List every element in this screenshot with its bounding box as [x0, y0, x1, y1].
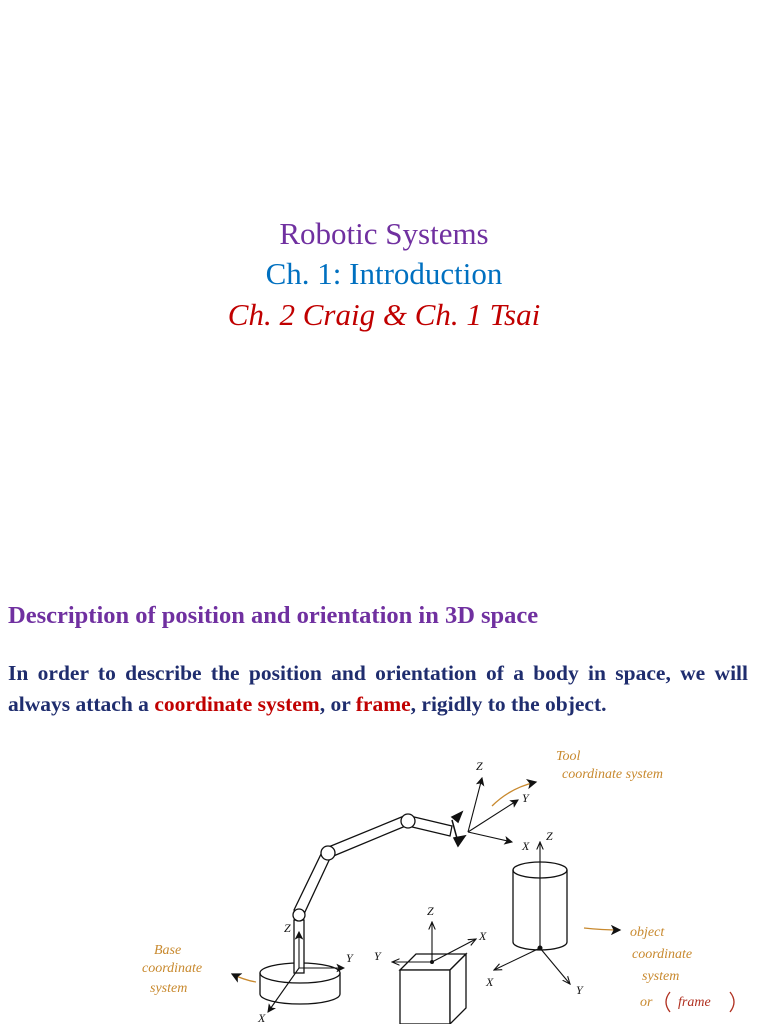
note-base-line3: system — [150, 981, 188, 996]
note-frame-paren-open — [666, 992, 670, 1012]
block-frame-origin — [430, 960, 434, 964]
slide-heading: Description of position and orientation in 3D space — [8, 602, 539, 629]
chapter-title: Ch. 1: Introduction — [265, 256, 503, 291]
block-frame-z-label: Z — [427, 904, 434, 918]
tool-frame-z-label: Z — [476, 759, 483, 773]
slide-body-text — [8, 658, 748, 720]
reference-text: Ch. 2 Craig & Ch. 1 Tsai — [227, 297, 541, 332]
note-tool-line2: coordinate system — [562, 767, 663, 782]
object-frame-z-label: Z — [546, 829, 553, 843]
base-annotation-arrow — [232, 974, 256, 982]
object-annotation-arrow — [584, 928, 620, 930]
base-frame-z-label: Z — [284, 921, 291, 935]
keyword-frame: frame — [355, 692, 411, 716]
note-frame-word: frame — [678, 995, 711, 1010]
base-frame-x-label: X — [258, 1011, 266, 1024]
body-text-part3: , rigidly to the object. — [410, 692, 607, 716]
robot-gripper — [452, 812, 465, 846]
note-tool-line1: Tool — [556, 749, 581, 764]
robot-diagram — [0, 730, 768, 1024]
note-frame-paren-close — [730, 992, 734, 1012]
note-base-line1: Base — [154, 943, 182, 958]
block-frame-y-label: Y — [374, 949, 381, 963]
note-frame-or: or — [640, 995, 653, 1010]
tool-frame-y-label: Y — [522, 791, 529, 805]
note-object-line1: object — [630, 925, 665, 940]
object-frame-y-label: Y — [576, 983, 583, 997]
body-text-part1: In order to describe the position and orientation of a body in space, we will always attach a — [8, 661, 748, 716]
body-text-part2: , or — [319, 692, 356, 716]
block-object — [400, 954, 466, 1024]
keyword-coordinate-system: coordinate system — [154, 692, 320, 716]
note-object-line3: system — [642, 969, 680, 984]
robot-frames-figure — [0, 730, 768, 1024]
slide-position-orientation — [0, 560, 768, 1024]
title-block — [0, 214, 768, 336]
tool-frame-axes — [468, 778, 518, 842]
base-frame-y-label: Y — [346, 951, 353, 965]
object-frame-x-label: X — [486, 975, 494, 989]
tool-frame-x-label: X — [522, 839, 530, 853]
course-title: Robotic Systems — [279, 216, 489, 251]
block-frame-x-label: X — [479, 929, 487, 943]
note-base-line2: coordinate — [142, 961, 203, 976]
note-object-line2: coordinate — [632, 947, 693, 962]
object-frame-origin — [538, 946, 543, 951]
